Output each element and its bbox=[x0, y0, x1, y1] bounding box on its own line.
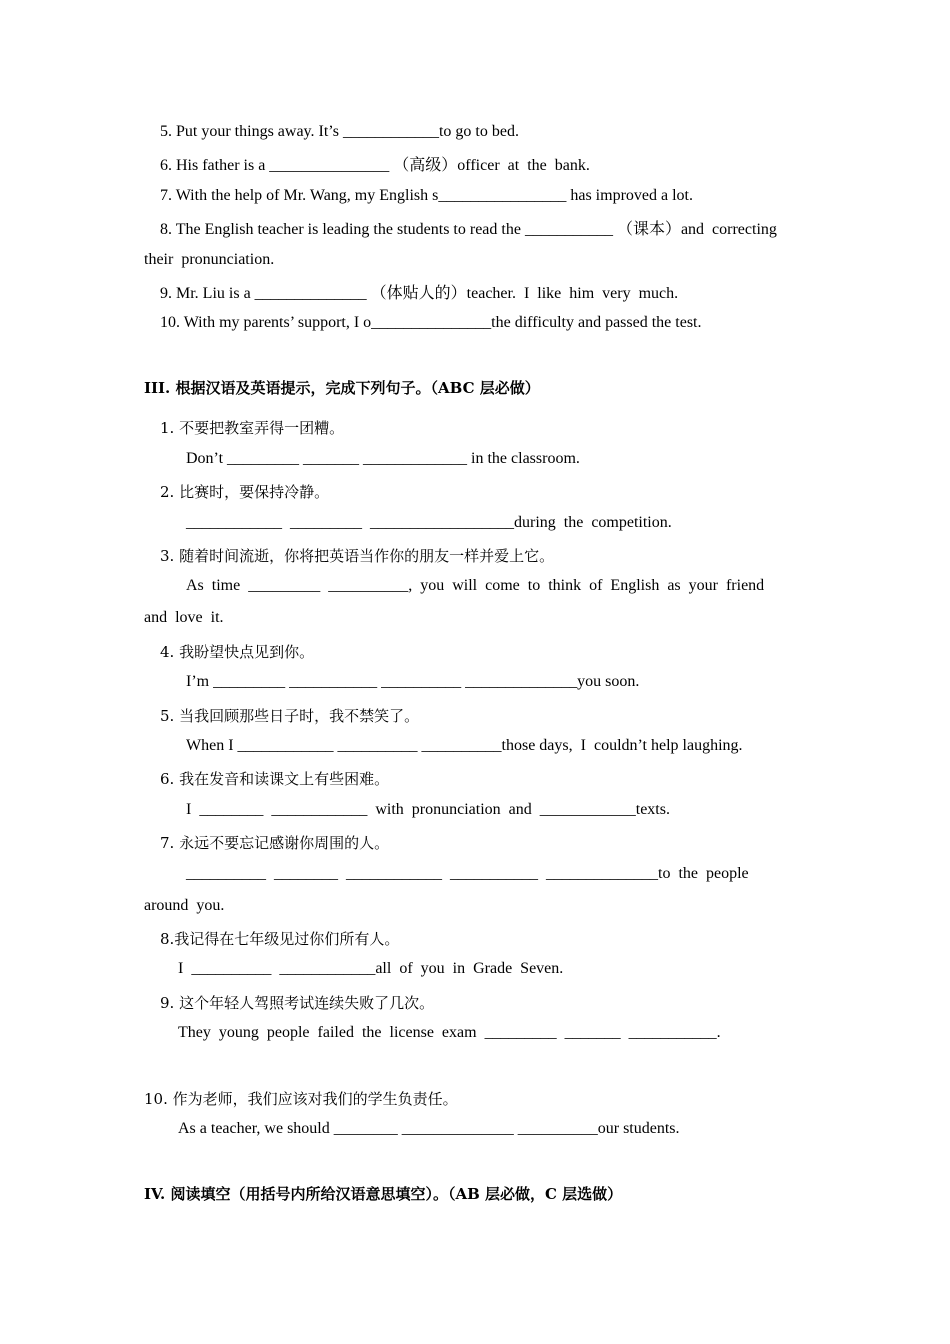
s3-q4-cn: 4. 我盼望快点见到你。 bbox=[160, 643, 315, 661]
item-10: 10. With my parents’ support, I o_______________the difficulty and passed the test. bbox=[160, 314, 702, 331]
s3-q10-cn: 10. 作为老师，我们应该对我们的学生负责任。 bbox=[144, 1090, 458, 1108]
s3-q3-cn: 3. 随着时间流逝，你将把英语当作你的朋友一样并爱上它。 bbox=[160, 547, 555, 565]
item-6: 6. His father is a _______________ （高级）officer at the bank. bbox=[160, 157, 590, 174]
s3-q8-en: I __________ ____________all of you in Grade Seven. bbox=[178, 960, 564, 977]
s3-q6-en: I ________ ____________ with pronunciation and ____________texts. bbox=[186, 801, 670, 818]
s3-q3-en: As time _________ __________, you will come to think of English as your friend bbox=[186, 577, 765, 594]
item-8: 8. The English teacher is leading the students to read the ___________ （课本）and correcting bbox=[160, 221, 777, 238]
item-9: 9. Mr. Liu is a ______________ （体贴人的）teacher. I like him very much. bbox=[160, 285, 679, 302]
item-5: 5. Put your things away. It’s ____________to go to bed. bbox=[160, 123, 519, 140]
s3-q7-cn: 7. 永远不要忘记感谢你周围的人。 bbox=[160, 834, 390, 852]
item-8-cont: their pronunciation. bbox=[144, 251, 275, 268]
s3-q4-en: I’m _________ ___________ __________ ______________you soon. bbox=[186, 673, 640, 690]
s3-q1-cn: 1. 不要把教室弄得一团糟。 bbox=[160, 419, 345, 437]
s3-q7-en: __________ ________ ____________ ___________ ______________to the people bbox=[186, 865, 749, 882]
s3-q7-en-cont: around you. bbox=[144, 897, 225, 914]
s3-q5-en: When I ____________ __________ __________those days, I couldn’t help laughing. bbox=[186, 737, 743, 754]
item-7: 7. With the help of Mr. Wang, my English s________________ has improved a lot. bbox=[160, 187, 693, 204]
s3-q10-en: As a teacher, we should ________ ______________ __________our students. bbox=[178, 1120, 680, 1137]
section4-heading: IV. 阅读填空（用括号内所给汉语意思填空）。（AB 层必做，C 层选做） bbox=[144, 1185, 623, 1203]
s3-q2-cn: 2. 比赛时，要保持冷静。 bbox=[160, 483, 330, 501]
s3-q8-cn: 8.我记得在七年级见过你们所有人。 bbox=[160, 930, 400, 948]
s3-q9-en: They young people failed the license exam _________ _______ ___________. bbox=[178, 1024, 721, 1041]
s3-q2-en: ____________ _________ __________________during the competition. bbox=[186, 514, 672, 531]
s3-q9-cn: 9. 这个年轻人驾照考试连续失败了几次。 bbox=[160, 994, 435, 1012]
s3-q3-en-cont: and love it. bbox=[144, 609, 224, 626]
s3-q5-cn: 5. 当我回顾那些日子时，我不禁笑了。 bbox=[160, 707, 420, 725]
section3-heading: III. 根据汉语及英语提示，完成下列句子。（ABC 层必做） bbox=[144, 379, 540, 397]
s3-q1-en: Don’t _________ _______ _____________ in the classroom. bbox=[186, 450, 580, 467]
s3-q6-cn: 6. 我在发音和读课文上有些困难。 bbox=[160, 770, 390, 788]
